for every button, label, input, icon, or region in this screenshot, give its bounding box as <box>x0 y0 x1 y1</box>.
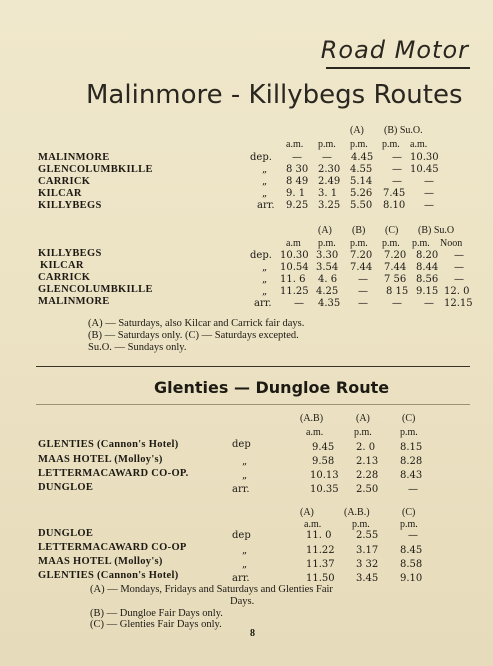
time-hdr: p.m. <box>412 238 430 249</box>
time-hdr: p.m. <box>382 238 400 249</box>
stop-name: MAAS HOTEL (Molloy's) <box>38 556 163 567</box>
section-divider <box>36 404 470 405</box>
time-hdr: p.m. <box>382 139 400 150</box>
time-hdr: p.m. <box>318 139 336 150</box>
stop-name: KILCAR <box>38 188 82 199</box>
stop-mark: dep. <box>250 152 272 163</box>
section-title: Glenties — Dungloe Route <box>154 378 390 397</box>
time-cell: — <box>322 152 332 163</box>
time-hdr: p.m. <box>354 427 372 438</box>
code-a: (A) <box>318 225 332 236</box>
time-cell: 3.30 <box>316 250 339 261</box>
stop-name: KILLYBEGS <box>38 200 102 211</box>
header-underline <box>326 67 470 69</box>
time-hdr: p.m. <box>400 427 418 438</box>
time-cell: 2.55 <box>356 530 379 541</box>
time-hdr: p.m. <box>350 238 368 249</box>
code-b: (B) <box>352 225 366 236</box>
time-cell: 9.58 <box>312 456 335 467</box>
time-cell: 8.45 <box>400 545 423 556</box>
stop-mark: „ <box>242 559 248 570</box>
time-cell: — <box>294 298 304 309</box>
code-c: (C) <box>385 225 399 236</box>
time-cell: — <box>358 286 368 297</box>
code-ab: (A.B.) <box>344 507 370 518</box>
stop-name: KILLYBEGS <box>38 248 102 259</box>
time-cell: 8 30 <box>286 164 309 175</box>
time-cell: 8.20 <box>416 250 439 261</box>
time-hdr: a.m. <box>286 139 304 150</box>
time-cell: 11.25 <box>280 286 309 297</box>
time-cell: — <box>408 484 418 495</box>
stop-name: LETTERMACAWARD CO-OP <box>38 542 187 553</box>
time-cell: — <box>358 298 368 309</box>
stop-mark: „ <box>262 262 268 273</box>
time-cell: — <box>454 274 464 285</box>
stop-name: GLENTIES (Cannon's Hotel) <box>38 439 179 450</box>
page-title: Malinmore - Killybegs Routes <box>86 80 463 110</box>
time-cell: 8.15 <box>400 442 423 453</box>
time-hdr: a.m <box>286 238 301 249</box>
footnote-line: (B) — Dungloe Fair Days only. <box>90 608 223 619</box>
time-cell: 9.15 <box>416 286 439 297</box>
time-hdr: p.m. <box>400 519 418 530</box>
footnote-line: (A) — Mondays, Fridays and Saturdays and Glenties Fair <box>90 584 333 595</box>
time-cell: — <box>392 164 402 175</box>
stop-mark: „ <box>242 456 248 467</box>
time-cell: 8.10 <box>383 200 406 211</box>
time-cell: 3.54 <box>316 262 339 273</box>
time-cell: 3.25 <box>318 200 341 211</box>
stop-mark: arr. <box>254 298 272 309</box>
time-cell: 8.58 <box>400 559 423 570</box>
time-cell: 3. 1 <box>318 188 338 199</box>
footnote-line: (A) — Saturdays, also Kilcar and Carrick fair days. <box>88 318 305 329</box>
stop-mark: „ <box>262 274 268 285</box>
time-cell: — <box>392 176 402 187</box>
time-cell: 9.45 <box>312 442 335 453</box>
time-hdr: p.m. <box>350 139 368 150</box>
time-cell: 7.45 <box>383 188 406 199</box>
stop-mark: „ <box>262 188 268 199</box>
time-cell: 2.30 <box>318 164 341 175</box>
stop-name: GLENCOLUMBKILLE <box>38 284 153 295</box>
time-cell: 5.26 <box>350 188 373 199</box>
time-cell: — <box>424 298 434 309</box>
time-cell: 12.15 <box>444 298 473 309</box>
time-cell: 11. 6 <box>280 274 306 285</box>
time-cell: 3.45 <box>356 573 379 584</box>
time-cell: — <box>408 530 418 541</box>
stop-mark: arr. <box>232 573 250 584</box>
time-cell: 11.37 <box>306 559 335 570</box>
stop-mark: „ <box>262 176 268 187</box>
stop-name: DUNGLOE <box>38 482 94 493</box>
time-cell: 10.30 <box>410 152 439 163</box>
page-number: 8 <box>250 628 255 639</box>
time-cell: — <box>454 250 464 261</box>
stop-name: GLENTIES (Cannon's Hotel) <box>38 570 179 581</box>
time-cell: 7.44 <box>384 262 407 273</box>
section-header-title: Road Motor <box>320 36 469 64</box>
time-cell: 8.56 <box>416 274 439 285</box>
code-c: (C) <box>402 413 416 424</box>
time-cell: 2.49 <box>318 176 341 187</box>
time-cell: 7.44 <box>350 262 373 273</box>
time-cell: 10.35 <box>310 484 339 495</box>
time-cell: 3 32 <box>356 559 379 570</box>
stop-name: MAAS HOTEL (Molloy's) <box>38 454 163 465</box>
time-cell: — <box>424 176 434 187</box>
time-cell: 9.10 <box>400 573 423 584</box>
time-cell: 4.35 <box>318 298 341 309</box>
stop-mark: „ <box>242 470 248 481</box>
footnote-line: (C) — Glenties Fair Days only. <box>90 619 222 630</box>
code-b-suo: (B) Su.O <box>418 225 455 236</box>
time-cell: 2. 0 <box>356 442 376 453</box>
stop-name: MALINMORE <box>38 296 110 307</box>
time-cell: 8.28 <box>400 456 423 467</box>
time-cell: 8.44 <box>416 262 439 273</box>
time-cell: 8.43 <box>400 470 423 481</box>
footnote-line: (B) — Saturdays only. (C) — Saturdays excepted. <box>88 330 299 341</box>
code-ab: (A.B) <box>300 413 324 424</box>
time-cell: 8 49 <box>286 176 309 187</box>
stop-mark: „ <box>262 286 268 297</box>
code-b-suo: (B) Su.O. <box>384 125 423 136</box>
time-cell: 7.20 <box>350 250 373 261</box>
time-cell: 10.13 <box>310 470 339 481</box>
time-cell: 9.25 <box>286 200 309 211</box>
time-cell: 10.54 <box>280 262 309 273</box>
code-a: (A) <box>356 413 370 424</box>
time-cell: 11. 0 <box>306 530 332 541</box>
time-cell: 7 56 <box>384 274 407 285</box>
time-cell: — <box>424 188 434 199</box>
stop-mark: arr. <box>257 200 275 211</box>
stop-name: CARRICK <box>38 272 91 283</box>
time-cell: — <box>424 200 434 211</box>
time-hdr: a.m. <box>410 139 428 150</box>
time-cell: 5.14 <box>350 176 373 187</box>
time-cell: — <box>454 262 464 273</box>
code-c: (C) <box>402 507 416 518</box>
stop-mark: „ <box>262 164 268 175</box>
time-hdr: a.m. <box>306 427 324 438</box>
time-cell: 4. 6 <box>318 274 338 285</box>
time-cell: 10.30 <box>280 250 309 261</box>
stop-mark: dep <box>232 530 251 541</box>
stop-name: MALINMORE <box>38 152 110 163</box>
time-cell: 11.50 <box>306 573 335 584</box>
time-cell: 4.45 <box>351 152 374 163</box>
time-hdr: p.m. <box>318 238 336 249</box>
time-hdr: p.m. <box>352 519 370 530</box>
time-cell: — <box>292 152 302 163</box>
time-cell: 2.50 <box>356 484 379 495</box>
time-cell: 2.28 <box>356 470 379 481</box>
time-cell: — <box>392 298 402 309</box>
stop-mark: dep <box>232 439 251 450</box>
time-cell: 7.20 <box>384 250 407 261</box>
time-cell: 10.45 <box>410 164 439 175</box>
time-hdr: Noon <box>440 238 463 249</box>
time-cell: 4.25 <box>316 286 339 297</box>
time-cell: 8 15 <box>386 286 409 297</box>
stop-name: CARRICK <box>38 176 91 187</box>
time-cell: 5.50 <box>350 200 373 211</box>
time-cell: 3.17 <box>356 545 379 556</box>
time-cell: 9. 1 <box>286 188 306 199</box>
footnote-line: Su.O. — Sundays only. <box>88 342 187 353</box>
time-cell: 12. 0 <box>444 286 470 297</box>
stop-name: KILCAR <box>40 260 84 271</box>
time-cell: — <box>392 152 402 163</box>
footnote-line: Days. <box>230 596 255 607</box>
time-cell: 4.55 <box>350 164 373 175</box>
section-divider <box>36 366 470 367</box>
stop-name: LETTERMACAWARD CO-OP. <box>38 468 189 479</box>
code-a: (A) <box>300 507 314 518</box>
stop-mark: arr. <box>232 484 250 495</box>
time-cell: 11.22 <box>306 545 335 556</box>
time-hdr: a.m. <box>304 519 322 530</box>
stop-mark: dep. <box>250 250 272 261</box>
stop-name: DUNGLOE <box>38 528 94 539</box>
stop-name: GLENCOLUMBKILLE <box>38 164 153 175</box>
time-cell: 2.13 <box>356 456 379 467</box>
stop-mark: „ <box>242 545 248 556</box>
code-a: (A) <box>350 125 364 136</box>
time-cell: — <box>358 274 368 285</box>
